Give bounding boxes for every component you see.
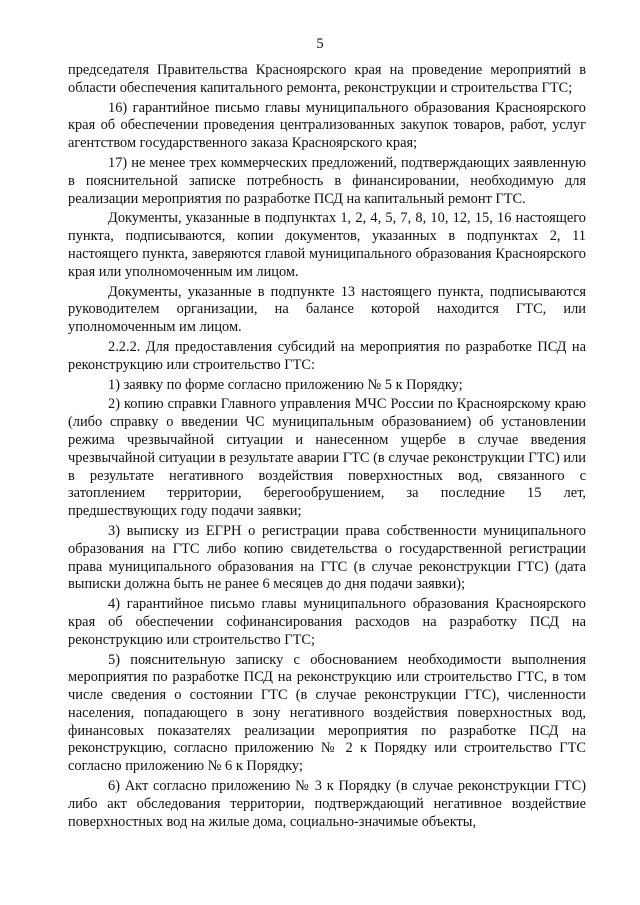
- paragraph-item-3: 3) выписку из ЕГРН о регистрации права собственности муниципального образования на ГТС либо копию свидетельства о государственной регистрации права муниципального образования на ГТС (в случае реконструкции ГТС) (дата выписки должна быть не ранее 6 месяцев до дня подачи заявки);: [68, 522, 586, 593]
- paragraph-section-2-2-2: 2.2.2. Для предоставления субсидий на мероприятия по разработке ПСД на реконструкцию или строительство ГТС:: [68, 338, 586, 373]
- paragraph-item-4: 4) гарантийное письмо главы муниципального образования Красноярского края об обеспечении софинансирования расходов на разработку ПСД на реконструкцию или строительство ГТС;: [68, 596, 586, 648]
- paragraph-item-6: 6) Акт согласно приложению № 3 к Порядку (в случае реконструкции ГТС) либо акт обследования территории, подтверждающий негативное воздействие поверхностных вод на жилые дома, социально-значимые объекты,: [68, 778, 586, 830]
- paragraph-item-2: 2) копию справки Главного управления МЧС России по Красноярскому краю (либо справку о введении ЧС муниципальным образованием) об установлении режима чрезвычайной ситуации и нанесенном ущербе в случае введения чрезвычайной ситуации в результате аварии ГТС (в случае реконструкции ГТС) или в результате негативного воздействия поверхностных вод, связанного с затоплением территории, берегообрушением, за последние 15 лет, предшествующих году подачи заявки;: [68, 396, 586, 520]
- document-body: [68, 62, 586, 833]
- paragraph-continuation: председателя Правительства Красноярского края на проведение мероприятий в области обеспечения капитального ремонта, реконструкции и строительства ГТС;: [68, 62, 586, 96]
- paragraph-item-17: 17) не менее трех коммерческих предложений, подтверждающих заявленную в пояснительной записке потребность в финансировании, необходимую для реализации мероприятия по разработке ПСД на капитальный ремонт ГТС.: [68, 154, 586, 207]
- page-number: 5: [316, 36, 324, 52]
- paragraph-item-5: 5) пояснительную записку с обоснованием необходимости выполнения мероприятия по разработке ПСД на реконструкцию или строительство ГТС, в том числе сведения о состоянии ГТС (в случае реконструкции ГТС), численности населения, попадающего в зону негативного воздействия поверхностных вод, финансовых показателях реализации мероприятия по разработке ПСД на реконструкцию, согласно приложению № 2 к Порядку или строительство ГТС согласно приложению № 6 к Порядку;: [68, 651, 586, 775]
- paragraph-signing-rules: Документы, указанные в подпунктах 1, 2, 4, 5, 7, 8, 10, 12, 15, 16 настоящего пункта, подписываются, копии документов, указанных в подпунктах 2, 11 настоящего пункта, заверяются главой муниципального образования Красноярского края или уполномоченным им лицом.: [68, 210, 586, 280]
- paragraph-item-16: 16) гарантийное письмо главы муниципального образования Красноярского края об обеспечении проведения централизованных закупок товаров, работ, услуг агентством государственного заказа Красноярского края;: [68, 99, 586, 152]
- paragraph-item-1: 1) заявку по форме согласно приложению № 5 к Порядку;: [108, 376, 463, 393]
- paragraph-signing-rules-13: Документы, указанные в подпункте 13 настоящего пункта, подписываются руководителем организации, на балансе которой находится ГТС, или уполномоченным им лицом.: [68, 283, 586, 336]
